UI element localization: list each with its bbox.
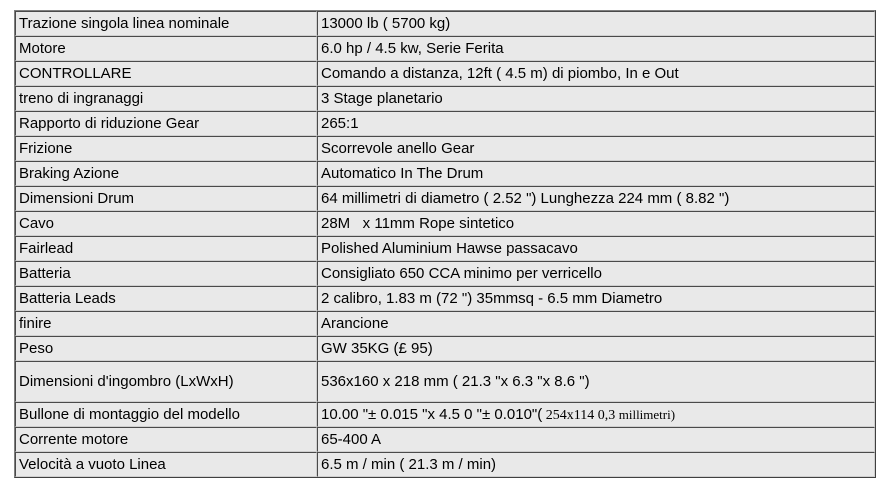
spec-value: 2 calibro, 1.83 m (72 ") 35mmsq - 6.5 mm Diametro <box>317 286 875 311</box>
spec-label: Batteria <box>15 261 317 286</box>
spec-label: Motore <box>15 36 317 61</box>
spec-value: 13000 lb ( 5700 kg) <box>317 11 875 36</box>
table-row <box>15 211 875 236</box>
table-row <box>15 86 875 111</box>
spec-label: Trazione singola linea nominale <box>15 11 317 36</box>
spec-value-metric: 254x114 0,3 <box>542 407 619 423</box>
spec-label: Batteria Leads <box>15 286 317 311</box>
spec-value: GW 35KG (£ 95) <box>317 336 875 361</box>
spec-value: 265:1 <box>317 111 875 136</box>
table-row <box>15 361 875 402</box>
spec-value: 6.5 m / min ( 21.3 m / min) <box>317 452 875 477</box>
table-row <box>15 311 875 336</box>
spec-label: Rapporto di riduzione Gear <box>15 111 317 136</box>
spec-value: 64 millimetri di diametro ( 2.52 ") Lunghezza 224 mm ( 8.82 ") <box>317 186 875 211</box>
spec-table <box>14 10 876 478</box>
table-row <box>15 36 875 61</box>
spec-value: 28M x 11mm Rope sintetico <box>317 211 875 236</box>
spec-value: 6.0 hp / 4.5 kw, Serie Ferita <box>317 36 875 61</box>
table-row <box>15 61 875 86</box>
table-row <box>15 136 875 161</box>
spec-value: Scorrevole anello Gear <box>317 136 875 161</box>
spec-label: Dimensioni d'ingombro (LxWxH) <box>15 361 317 402</box>
spec-value: 536x160 x 218 mm ( 21.3 "x 6.3 "x 8.6 ") <box>317 361 875 402</box>
spec-label: Peso <box>15 336 317 361</box>
table-row <box>15 236 875 261</box>
spec-label: Braking Azione <box>15 161 317 186</box>
spec-label: Frizione <box>15 136 317 161</box>
spec-label: Dimensioni Drum <box>15 186 317 211</box>
table-row <box>15 161 875 186</box>
table-row <box>15 336 875 361</box>
table-row <box>15 111 875 136</box>
table-row <box>15 402 875 427</box>
spec-value-unit: millimetri) <box>618 406 676 422</box>
spec-label: Velocità a vuoto Linea <box>15 452 317 477</box>
spec-value-mixed <box>317 402 875 427</box>
table-row <box>15 11 875 36</box>
spec-value: 65-400 A <box>317 427 875 452</box>
spec-value: Comando a distanza, 12ft ( 4.5 m) di piombo, In e Out <box>317 61 875 86</box>
table-row <box>15 452 875 477</box>
spec-value: Consigliato 650 CCA minimo per verricello <box>317 261 875 286</box>
spec-label: CONTROLLARE <box>15 61 317 86</box>
spec-value: Automatico In The Drum <box>317 161 875 186</box>
spec-label: finire <box>15 311 317 336</box>
table-row <box>15 427 875 452</box>
table-row <box>15 261 875 286</box>
spec-value-main: 10.00 "± 0.015 "x 4.5 0 "± 0.010"( <box>321 405 543 423</box>
spec-label: Bullone di montaggio del modello <box>15 402 317 427</box>
spec-label: treno di ingranaggi <box>15 86 317 111</box>
spec-value: Polished Aluminium Hawse passacavo <box>317 236 875 261</box>
table-row <box>15 186 875 211</box>
spec-label: Fairlead <box>15 236 317 261</box>
spec-value: 3 Stage planetario <box>317 86 875 111</box>
spec-value: Arancione <box>317 311 875 336</box>
table-row <box>15 286 875 311</box>
spec-label: Corrente motore <box>15 427 317 452</box>
spec-label: Cavo <box>15 211 317 236</box>
